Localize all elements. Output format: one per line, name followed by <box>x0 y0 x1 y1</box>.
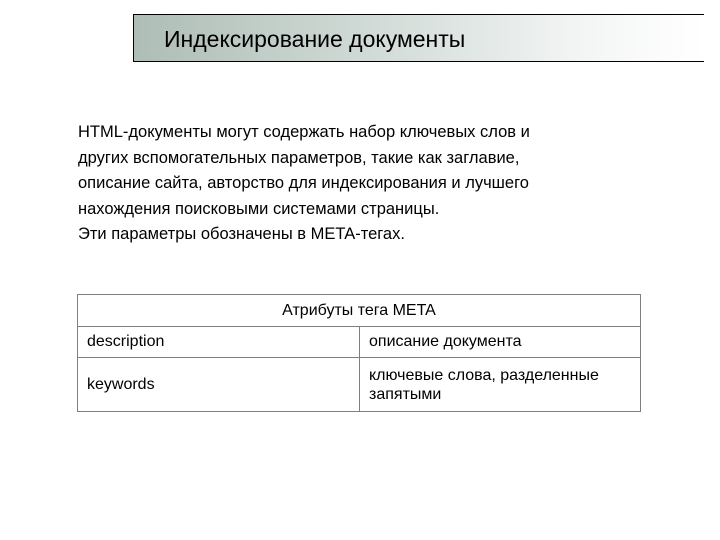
attribute-cell: description <box>78 327 360 358</box>
paragraph-line: нахождения поисковыми системами страницы. <box>78 199 440 218</box>
attribute-cell: keywords <box>78 358 360 412</box>
paragraph-line: Эти параметры обозначены в META-тегах. <box>78 225 405 243</box>
meta-attributes-table <box>77 294 641 412</box>
table-row <box>78 327 641 358</box>
slide-title: Индексирование документы <box>164 26 466 52</box>
title-bar <box>133 14 704 62</box>
paragraph-line: других вспомогательных параметров, такие как заглавие, <box>78 148 520 167</box>
paragraph-line: HTML-документы могут содержать набор ключевых слов и <box>78 123 530 141</box>
paragraph-line: описание сайта, авторство для индексирования и лучшего <box>78 174 529 192</box>
body-paragraph <box>78 120 678 248</box>
table-row <box>78 358 641 412</box>
table-header: Атрибуты тега META <box>78 295 641 327</box>
meaning-cell: ключевые слова, разделенные запятыми <box>360 358 641 412</box>
meaning-cell: описание документа <box>360 327 641 358</box>
